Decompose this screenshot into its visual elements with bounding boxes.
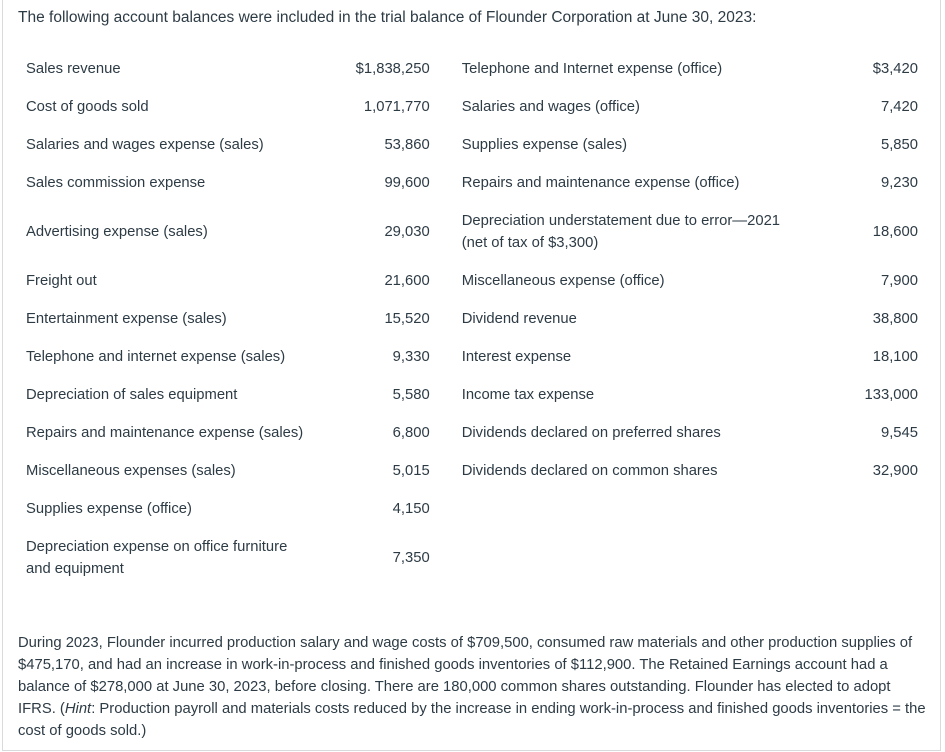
account-amount: 5,015 — [392, 463, 430, 479]
account-label: Depreciation of sales equipment — [26, 387, 238, 403]
account-label-line-2: (net of tax of $3,300) — [461, 235, 599, 251]
account-amount: 15,520 — [384, 311, 430, 327]
account-label: Supplies expense (office) — [26, 501, 192, 517]
empty-cell — [440, 528, 835, 588]
account-amount: 7,420 — [880, 99, 918, 115]
account-amount: 7,900 — [880, 273, 918, 289]
account-amount: 53,860 — [384, 137, 430, 153]
table-row — [16, 262, 928, 300]
note-text-1: During 2023, Flounder incurred production salary and wage costs of $709,500, consumed raw materials and other production supplies of $475,170, and had an increase in work-in-process and finished goods inventories of $112,900. The Retained Earnings account had a balance of $278,000 at June 30, 2023, before closing. There are 180,000 common shares outstanding. Flounder has elected to adopt IFRS. ( — [18, 635, 913, 717]
account-amount: 4,150 — [392, 501, 430, 517]
account-amount: 18,600 — [872, 224, 918, 240]
problem-panel — [2, 0, 941, 751]
account-label: Dividends declared on preferred shares — [461, 425, 721, 441]
account-amount: $1,838,250 — [355, 61, 430, 77]
account-amount: 5,580 — [392, 387, 430, 403]
hint-label: Hint — [64, 701, 92, 717]
table-row — [16, 490, 928, 528]
account-label: Cost of goods sold — [26, 99, 149, 115]
table-row — [16, 202, 928, 262]
account-amount: 133,000 — [864, 387, 918, 403]
intro-text: The following account balances were included in the trial balance of Flounder Corporation at June 30, 2023: — [18, 9, 757, 26]
account-label: Salaries and wages expense (sales) — [26, 137, 264, 153]
table-row — [16, 452, 928, 490]
account-label-line-1: Depreciation expense on office furniture — [26, 539, 288, 555]
table-row — [16, 164, 928, 202]
account-label: Repairs and maintenance expense (sales) — [26, 425, 304, 441]
account-label: Sales revenue — [26, 61, 121, 77]
account-label: Telephone and Internet expense (office) — [461, 61, 723, 77]
table-row — [16, 126, 928, 164]
account-label: Telephone and internet expense (sales) — [26, 349, 286, 365]
account-label-line-1: Depreciation understatement due to error—2021 — [461, 213, 781, 229]
account-label: Dividends declared on common shares — [461, 463, 718, 479]
table-row — [16, 338, 928, 376]
account-label: Freight out — [26, 273, 97, 289]
account-label: Repairs and maintenance expense (office) — [461, 175, 740, 191]
empty-cell — [440, 490, 835, 528]
account-label: Advertising expense (sales) — [26, 224, 208, 240]
account-amount: 99,600 — [384, 175, 430, 191]
account-label: Sales commission expense — [26, 175, 206, 191]
account-label: Salaries and wages (office) — [461, 99, 640, 115]
account-label: Miscellaneous expenses (sales) — [26, 463, 236, 479]
account-amount: 29,030 — [384, 224, 430, 240]
account-amount: 38,800 — [872, 311, 918, 327]
table-row — [16, 376, 928, 414]
account-amount: 7,350 — [392, 550, 430, 566]
problem-note — [18, 632, 928, 742]
account-amount: 5,850 — [880, 137, 918, 153]
note-text-2: : Production payroll and materials costs reduced by the increase in ending work-in-process and finished goods inventories = the cost of goods sold.) — [18, 701, 926, 739]
account-label-multiline — [440, 202, 835, 262]
account-amount: 6,800 — [392, 425, 430, 441]
account-label: Miscellaneous expense (office) — [461, 273, 665, 289]
account-amount: 9,330 — [392, 349, 430, 365]
account-amount: 9,545 — [880, 425, 918, 441]
table-row — [16, 528, 928, 588]
account-amount: 18,100 — [872, 349, 918, 365]
account-label-multiline — [16, 528, 339, 588]
account-amount: $3,420 — [872, 61, 918, 77]
empty-cell — [835, 490, 928, 528]
table-row — [16, 88, 928, 126]
account-amount: 1,071,770 — [363, 99, 430, 115]
table-row — [16, 50, 928, 88]
table-row — [16, 414, 928, 452]
table-row — [16, 300, 928, 338]
account-label: Dividend revenue — [461, 311, 577, 327]
account-label: Entertainment expense (sales) — [26, 311, 227, 327]
account-amount: 9,230 — [880, 175, 918, 191]
empty-cell — [835, 528, 928, 588]
account-label: Income tax expense — [461, 387, 595, 403]
account-label: Supplies expense (sales) — [461, 137, 628, 153]
account-label-line-2: and equipment — [26, 561, 124, 577]
trial-balance-table — [16, 50, 928, 588]
account-label: Interest expense — [461, 349, 572, 365]
account-amount: 32,900 — [872, 463, 918, 479]
account-amount: 21,600 — [384, 273, 430, 289]
